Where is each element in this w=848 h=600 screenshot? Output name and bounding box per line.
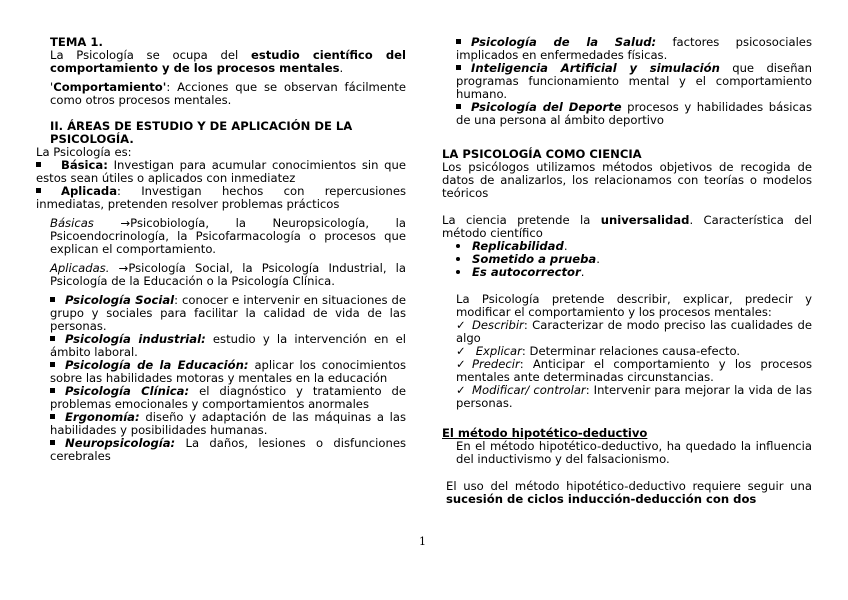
list-item: Replicabilidad. [442, 240, 812, 253]
square-bullet-icon [50, 336, 55, 341]
square-bullet-icon [50, 362, 55, 367]
intro-paragraph: La Psicología se ocupa del estudio científico del comportamiento y de los procesos mentales. [50, 48, 406, 75]
metodo-heading: El método hipotético-deductivo [442, 426, 648, 440]
square-bullet-icon [50, 440, 55, 445]
right-column [442, 36, 812, 506]
list-item: Psicología industrial: estudio y la intervención en el ámbito laboral. [50, 332, 406, 359]
list-item: ✓ Explicar: Determinar relaciones causa-efecto. [456, 344, 741, 358]
left-column [36, 36, 406, 463]
round-bullet-icon [456, 270, 460, 274]
basica-item: Básica: Investigan para acumular conocimientos sin que estos sean útiles o aplicados con inmediatez [36, 158, 406, 185]
square-bullet-icon [36, 188, 41, 193]
pretende-paragraph: La Psicología pretende describir, explicar, predecir y modificar el comportamiento y los procesos mentales: [456, 292, 812, 319]
square-bullet-icon [50, 414, 55, 419]
square-bullet-icon [36, 162, 41, 167]
round-bullet-icon [456, 244, 460, 248]
list-item: Neuropsicología: La daños, lesiones o disfunciones cerebrales [50, 436, 406, 463]
list-item: Inteligencia Artificial y simulación que diseñan programas funcionamiento mental y el comportamiento humano. [456, 61, 812, 101]
ciencia-heading: LA PSICOLOGÍA COMO CIENCIA [442, 147, 642, 161]
list-item: Psicología de la Educación: aplicar los conocimientos sobre las habilidades motoras y mentales en la educación [50, 358, 406, 385]
areas-heading: II. ÁREAS DE ESTUDIO Y DE APLICACIÓN DE LA PSICOLOGÍA. [50, 119, 353, 146]
list-item: ✓ Describir: Caracterizar de modo preciso las cualidades de algo [456, 318, 812, 345]
list-item: Es autocorrector. [442, 266, 812, 279]
aplicadas-paragraph: Aplicadas. →Psicología Social, la Psicología Industrial, la Psicología de la Educación o la Psicología Clínica. [50, 261, 407, 288]
list-item: Psicología de la Salud: factores psicosociales implicados en enfermedades físicas. [456, 35, 812, 62]
tema-title: TEMA 1. [50, 35, 103, 49]
comportamiento-paragraph: 'Comportamiento': Acciones que se observan fácilmente como otros procesos mentales. [50, 80, 406, 107]
checkmark-icon: ✓ [456, 357, 466, 371]
aplicada-item: Aplicada: Investigan hechos con repercusiones inmediatas, pretenden resolver problemas prácticos [36, 184, 406, 211]
caracteristicas-list [442, 240, 812, 279]
list-item: ✓ Predecir: Anticipar el comportamiento y los procesos mentales ante determinadas circunstancias. [456, 357, 812, 384]
list-item: Psicología Social: conocer e intervenir en situaciones de grupo y sociales para facilitar la calidad de vida de las personas. [50, 293, 406, 333]
areas-list [36, 294, 406, 463]
basicas-paragraph: Básicas →Psicobiología, la Neuropsicología, la Psicoendocrinología, la Psicofarmacología o procesos que explican el comportamiento. [50, 216, 406, 256]
list-item: Sometido a prueba. [442, 253, 812, 266]
round-bullet-icon [456, 257, 460, 261]
square-bullet-icon [456, 39, 461, 44]
universalidad-paragraph: La ciencia pretende la universalidad. Característica del método científico [442, 213, 812, 240]
ciencia-paragraph: Los psicólogos utilizamos métodos objetivos de recogida de datos de analizarlos, los relacionamos con teorías o modelos teóricos [442, 160, 812, 200]
metodo-paragraph: En el método hipotético-deductivo, ha quedado la influencia del inductivismo y del falsacionismo. [456, 439, 812, 466]
square-bullet-icon [456, 65, 461, 70]
arrow-right-icon: → [120, 216, 131, 230]
list-item: Psicología Clínica: el diagnóstico y tratamiento de problemas emocionales y comportamientos anormales [50, 384, 406, 411]
square-bullet-icon [50, 297, 55, 302]
list-item: Psicología del Deporte procesos y habilidades básicas de una persona al ámbito deportivo [456, 100, 812, 127]
checkmark-icon: ✓ [456, 318, 466, 332]
square-bullet-icon [50, 388, 55, 393]
checkmark-icon: ✓ [456, 344, 466, 358]
list-item: ✓ Modificar/ controlar: Intervenir para mejorar la vida de las personas. [456, 383, 812, 410]
uso-paragraph: El uso del método hipotético-deductivo requiere seguir una sucesión de ciclos inducción-deducción con dos [446, 479, 812, 506]
arrow-right-icon: → [118, 261, 129, 275]
list-item: Ergonomía: diseño y adaptación de las máquinas a las habilidades y posibilidades humanas. [50, 410, 406, 437]
square-bullet-icon [456, 104, 461, 109]
checkmark-icon: ✓ [456, 383, 466, 397]
la-psicologia-es: La Psicología es: [36, 145, 132, 159]
page-number: 1 [419, 535, 426, 548]
objetivos-list [442, 319, 812, 410]
